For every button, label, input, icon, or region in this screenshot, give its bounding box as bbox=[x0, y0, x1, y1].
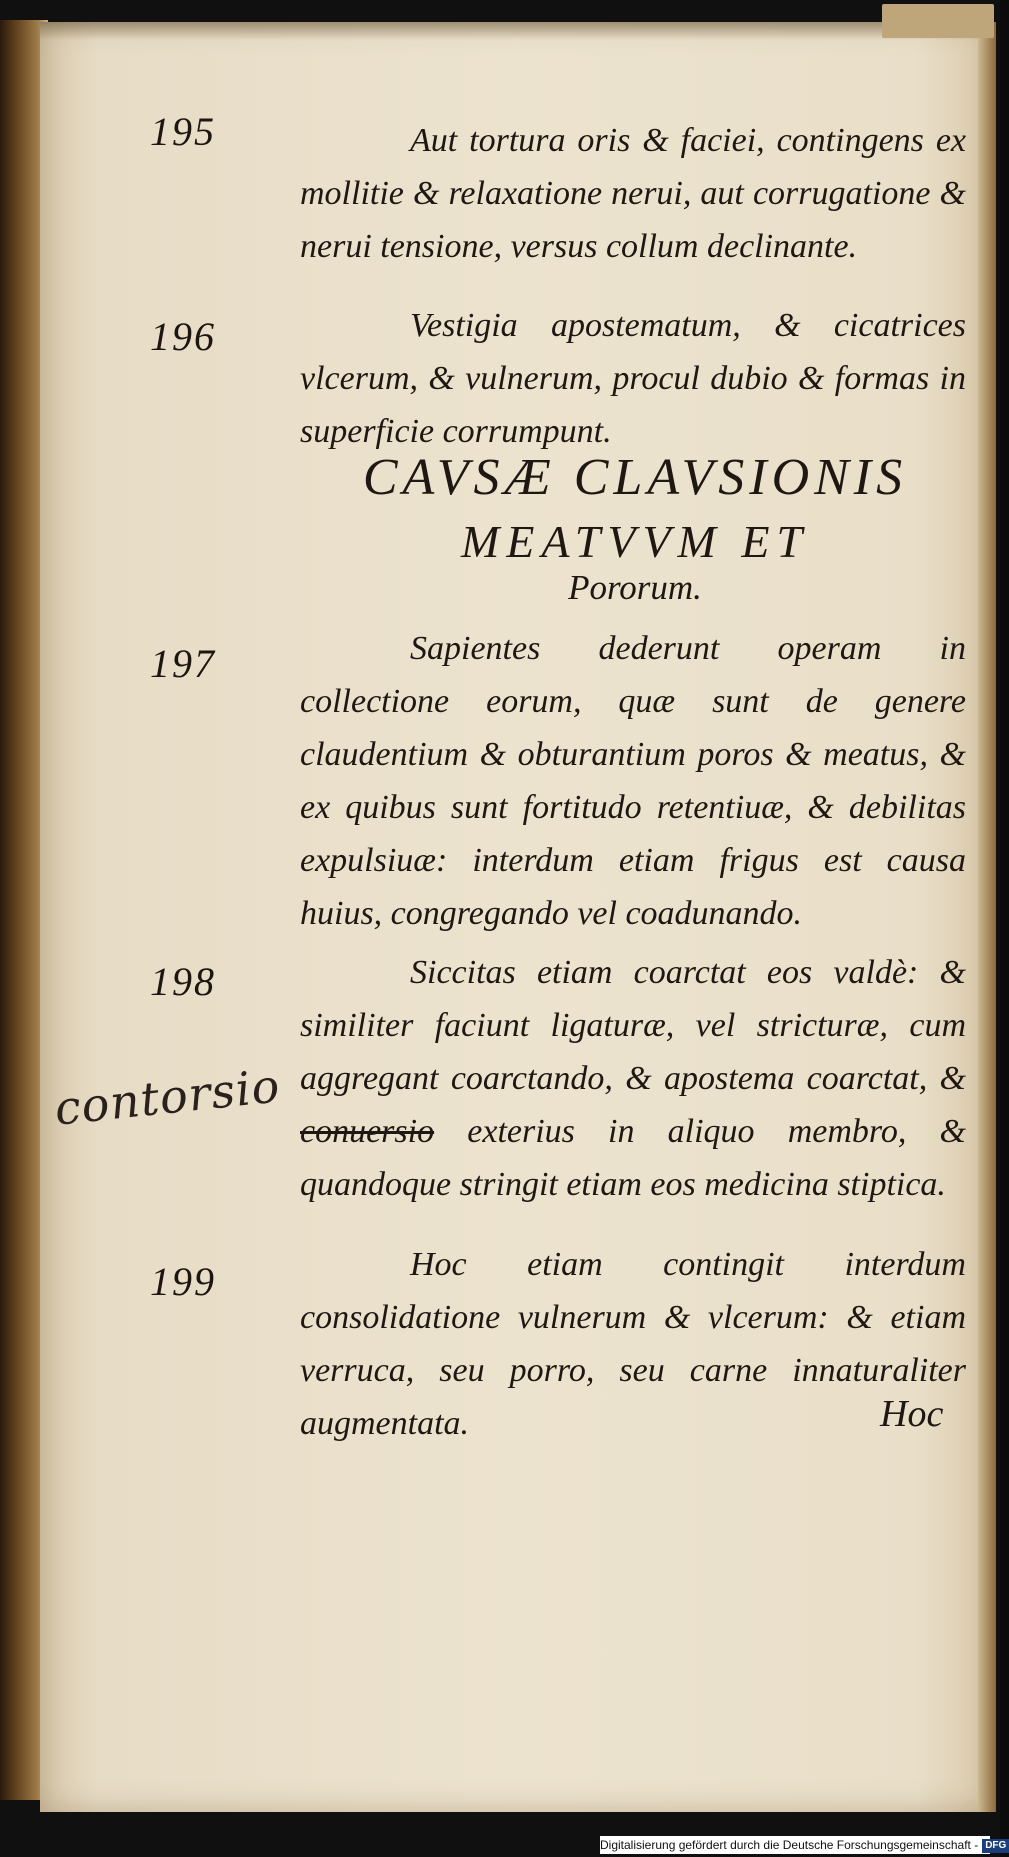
page-fore-edge bbox=[978, 22, 996, 1812]
entry-text-198 bbox=[300, 946, 966, 1211]
entry-number-197: 197 bbox=[150, 641, 216, 686]
entry-text-199 bbox=[300, 1238, 966, 1450]
page-tab bbox=[882, 4, 994, 38]
entry-body-198-b: exterius in aliquo membro, & quandoque stringit etiam eos medicina stiptica. bbox=[300, 1113, 966, 1203]
digitization-credit bbox=[600, 1836, 1007, 1854]
entry-number-198: 198 bbox=[150, 959, 216, 1004]
entry-number-196: 196 bbox=[150, 314, 216, 359]
entry-number-195: 195 bbox=[150, 109, 216, 154]
entry-body-198-a: Siccitas etiam coarctat eos valdè: & similiter faciunt ligaturæ, vel stricturæ, cum aggregant coarctando, & apostema coarctat, & bbox=[300, 954, 966, 1097]
handwritten-marginal-note: contorsio bbox=[52, 1058, 283, 1136]
entry-body-197: Sapientes dederunt operam in collectione eorum, quæ sunt de genere claudentium & obturantium poros & meatus, & ex quibus sunt fortitudo retentiuæ, & debilitas expulsiuæ: interdum etiam frigus est causa huius, congregando vel coadunando. bbox=[300, 630, 966, 932]
entry-body-199: Hoc etiam contingit interdum consolidatione vulnerum & vlcerum: & etiam verruca, seu porro, seu carne innaturaliter augmentata. bbox=[300, 1246, 966, 1442]
entry-body-196: Vestigia apostematum, & cicatrices vlcerum, & vulnerum, procul dubio & formas in superficie corrumpunt. bbox=[300, 307, 966, 450]
entry-text-197 bbox=[300, 622, 966, 940]
entry-text-195 bbox=[300, 114, 966, 273]
entry-text-196 bbox=[300, 299, 966, 458]
credit-text: Digitalisierung gefördert durch die Deutsche Forschungsgemeinschaft - bbox=[600, 1838, 979, 1852]
section-heading-line2: MEATVVM ET bbox=[460, 516, 810, 567]
page-top-shadow bbox=[40, 22, 992, 40]
entry-number-199: 199 bbox=[150, 1259, 216, 1304]
struck-word: conuersio bbox=[300, 1113, 435, 1150]
catchword: Hoc bbox=[880, 1393, 944, 1435]
section-heading-line3: Pororum. bbox=[568, 568, 702, 607]
section-heading-line1: CAVSÆ CLAVSIONIS bbox=[362, 449, 908, 506]
dfg-logo: DFG bbox=[982, 1839, 1009, 1853]
entry-body-195: Aut tortura oris & faciei, contingens ex mollitie & relaxatione nerui, aut corrugatione & nerui tensione, versus collum declinante. bbox=[300, 122, 966, 265]
